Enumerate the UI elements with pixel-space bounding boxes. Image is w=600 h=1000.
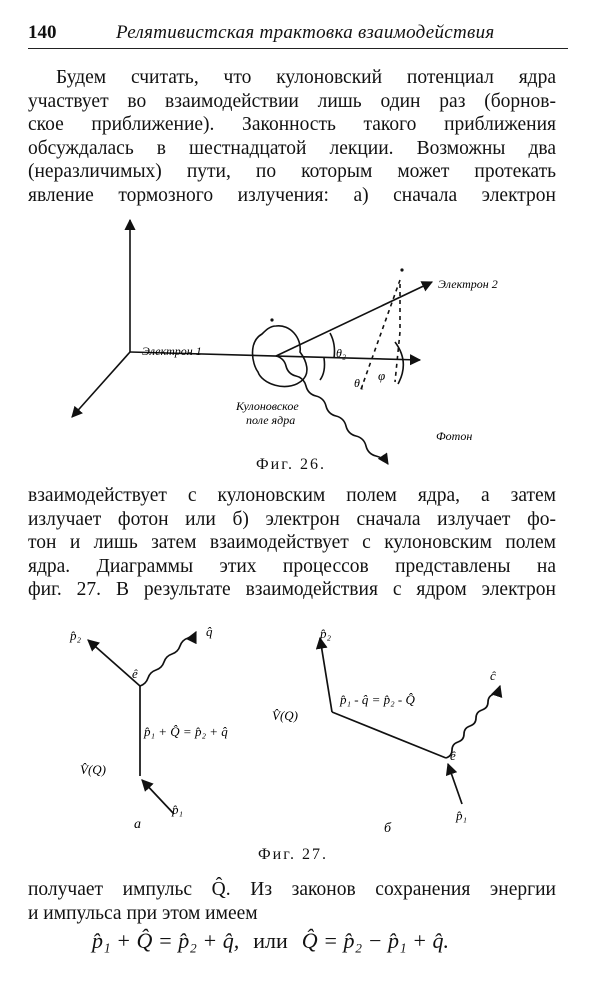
paragraph-intro: [28, 66, 556, 207]
label-a-q: q̂: [206, 624, 213, 639]
theta2-arc: [330, 333, 335, 358]
label-theta1: θ₁: [354, 376, 365, 390]
formula-left: p̂₁ + Q̂ = p̂₂ + q̂,: [92, 928, 240, 953]
figure-27-caption: Фиг. 27.: [258, 846, 328, 863]
text-line: фиг. 27. В результате взаимодействия с ядром электрон: [28, 579, 556, 600]
paragraph-momentum: [28, 878, 556, 925]
diagram-b: [320, 638, 500, 804]
figure-27: [0, 608, 600, 848]
label-electron2: Электрон 2: [438, 277, 498, 291]
text-line: участвует во взаимодействии лишь один раз (борнов-: [28, 90, 556, 112]
text-line: явление тормозного излучения: а) сначала электрон: [28, 184, 556, 206]
label-coulomb-field-2: поле ядра: [246, 413, 296, 427]
axis-depth: [72, 352, 130, 417]
label-a-conservation: p̂₁ + Q̂ = p̂₂ + q̂: [144, 724, 228, 739]
text-line: и импульса при этом имеем: [28, 902, 258, 924]
label-b-e: ê: [450, 748, 456, 763]
text-line: (неразличимых) пути, по которым может протекать: [28, 161, 556, 182]
text-line: взаимодействует с кулоновским полем ядра, а затем: [28, 485, 556, 506]
label-phi: φ: [378, 368, 386, 383]
label-a-p1: p̂₁: [172, 802, 184, 817]
figure-26-caption: Фиг. 26.: [256, 456, 326, 473]
figure-26: [0, 212, 600, 472]
label-b-p1: p̂₁: [456, 808, 468, 823]
text-line: тон и лишь затем взаимодействует с кулоновским полем: [28, 532, 556, 553]
header-rule: [28, 48, 568, 49]
running-title: Релятивистская трактовка взаимодействия: [116, 22, 495, 43]
text-line: получает импульс Q̂. Из законов сохранения энергии: [28, 879, 556, 900]
label-coulomb-field-1: Кулоновское: [236, 399, 299, 413]
label-a-V: V̂(Q): [80, 762, 106, 777]
label-b-V: V̂(Q): [272, 708, 298, 723]
label-a-e: ê: [132, 666, 138, 681]
formula-word: или: [253, 928, 288, 953]
label-b-conservation: p̂₁ - q̂ = p̂₂ - Q̂: [340, 692, 415, 707]
label-a-p2: p̂₂: [70, 628, 82, 643]
diagram-a: [88, 632, 196, 814]
label-a-letter: а: [134, 817, 141, 832]
label-electron1: Электрон 1: [142, 344, 202, 358]
formula-right: Q̂ = p̂₂ − p̂₁ + q̂.: [301, 928, 449, 953]
page-header: [28, 14, 568, 48]
paragraph-processes: [28, 484, 556, 602]
label-photon: Фотон: [436, 429, 473, 443]
phi-arc: [395, 342, 403, 384]
text-line: Будем считать, что кулоновский потенциал ядра: [56, 67, 556, 88]
page-number: 140: [28, 22, 57, 43]
text-line: излучает фотон или б) электрон сначала излучает фо-: [28, 508, 556, 530]
text-line: ядра. Диаграммы этих процессов представлены на: [28, 555, 556, 577]
text-line: ское приближение). Законность такого приближения: [28, 114, 556, 135]
label-b-c: ĉ: [490, 668, 496, 683]
label-b-p2: p̂₂: [320, 626, 332, 641]
projection-line: [395, 332, 400, 382]
label-b-letter: б: [384, 821, 392, 836]
text-line: обсуждалась в шестнадцатой лекции. Возможны два: [28, 137, 556, 159]
theta1-arc: [320, 358, 325, 380]
label-theta2: θ₂: [336, 346, 347, 360]
momentum-formula: [92, 928, 449, 954]
